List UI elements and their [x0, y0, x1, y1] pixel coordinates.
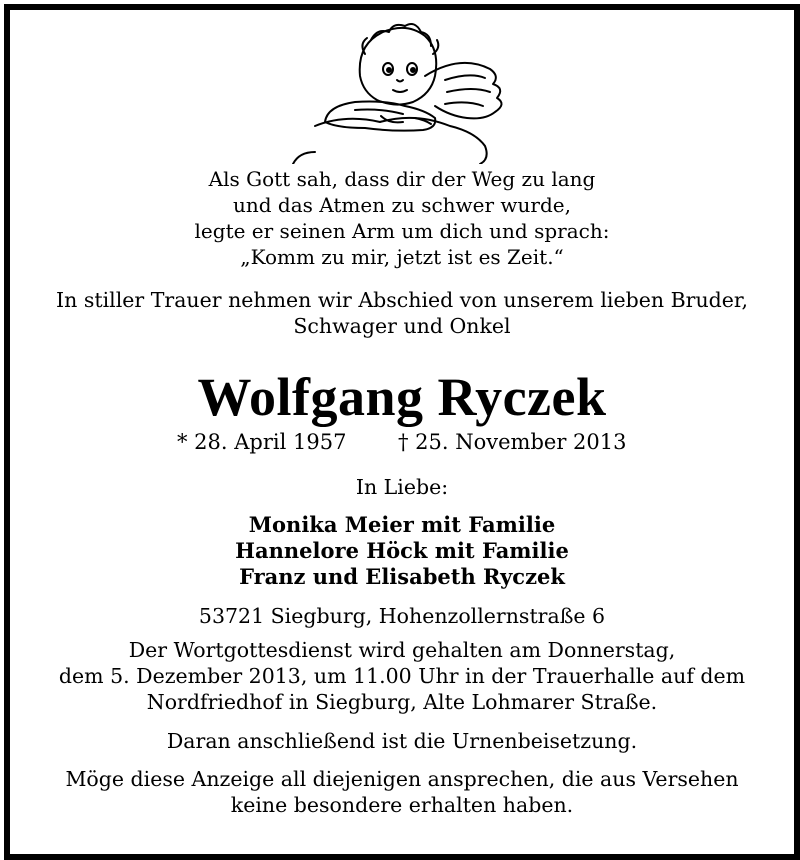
obituary-frame — [4, 4, 800, 860]
deceased-name: Wolfgang Ryczek — [197, 367, 607, 427]
death-date: † 25. November 2013 — [398, 430, 627, 454]
mourner-name: Franz und Elisabeth Ryczek — [239, 564, 565, 589]
cherub-angel-icon — [285, 14, 525, 164]
life-dates — [10, 430, 794, 458]
verse-line: Als Gott sah, dass dir der Weg zu lang — [208, 167, 596, 191]
obituary-content — [10, 10, 794, 854]
verse-line: „Komm zu mir, jetzt ist es Zeit.“ — [240, 245, 564, 269]
service-line: Nordfriedhof in Siegburg, Alte Lohmarer Straße. — [146, 690, 658, 714]
intro-line: Schwager und Onkel — [293, 314, 511, 338]
closing-line: Möge diese Anzeige all diejenigen ansprechen, die aus Versehen — [65, 767, 739, 791]
verse-line: und das Atmen zu schwer wurde, — [233, 193, 571, 217]
mourner-name: Hannelore Höck mit Familie — [235, 538, 569, 563]
burial-note: Daran anschließend ist die Urnenbeisetzung. — [166, 729, 638, 753]
intro-line: In stiller Trauer nehmen wir Abschied von unserem lieben Bruder, — [56, 288, 748, 312]
love-label: In Liebe: — [355, 475, 449, 499]
mourner-name: Monika Meier mit Familie — [248, 512, 556, 537]
service-line: dem 5. Dezember 2013, um 11.00 Uhr in der Trauerhalle auf dem — [58, 664, 746, 688]
service-line: Der Wortgottesdienst wird gehalten am Donnerstag, — [128, 638, 676, 662]
closing-line: keine besondere erhalten haben. — [230, 793, 574, 817]
address: 53721 Siegburg, Hohenzollernstraße 6 — [198, 604, 606, 628]
birth-date: * 28. April 1957 — [177, 430, 347, 454]
verse-line: legte er seinen Arm um dich und sprach: — [194, 219, 610, 243]
